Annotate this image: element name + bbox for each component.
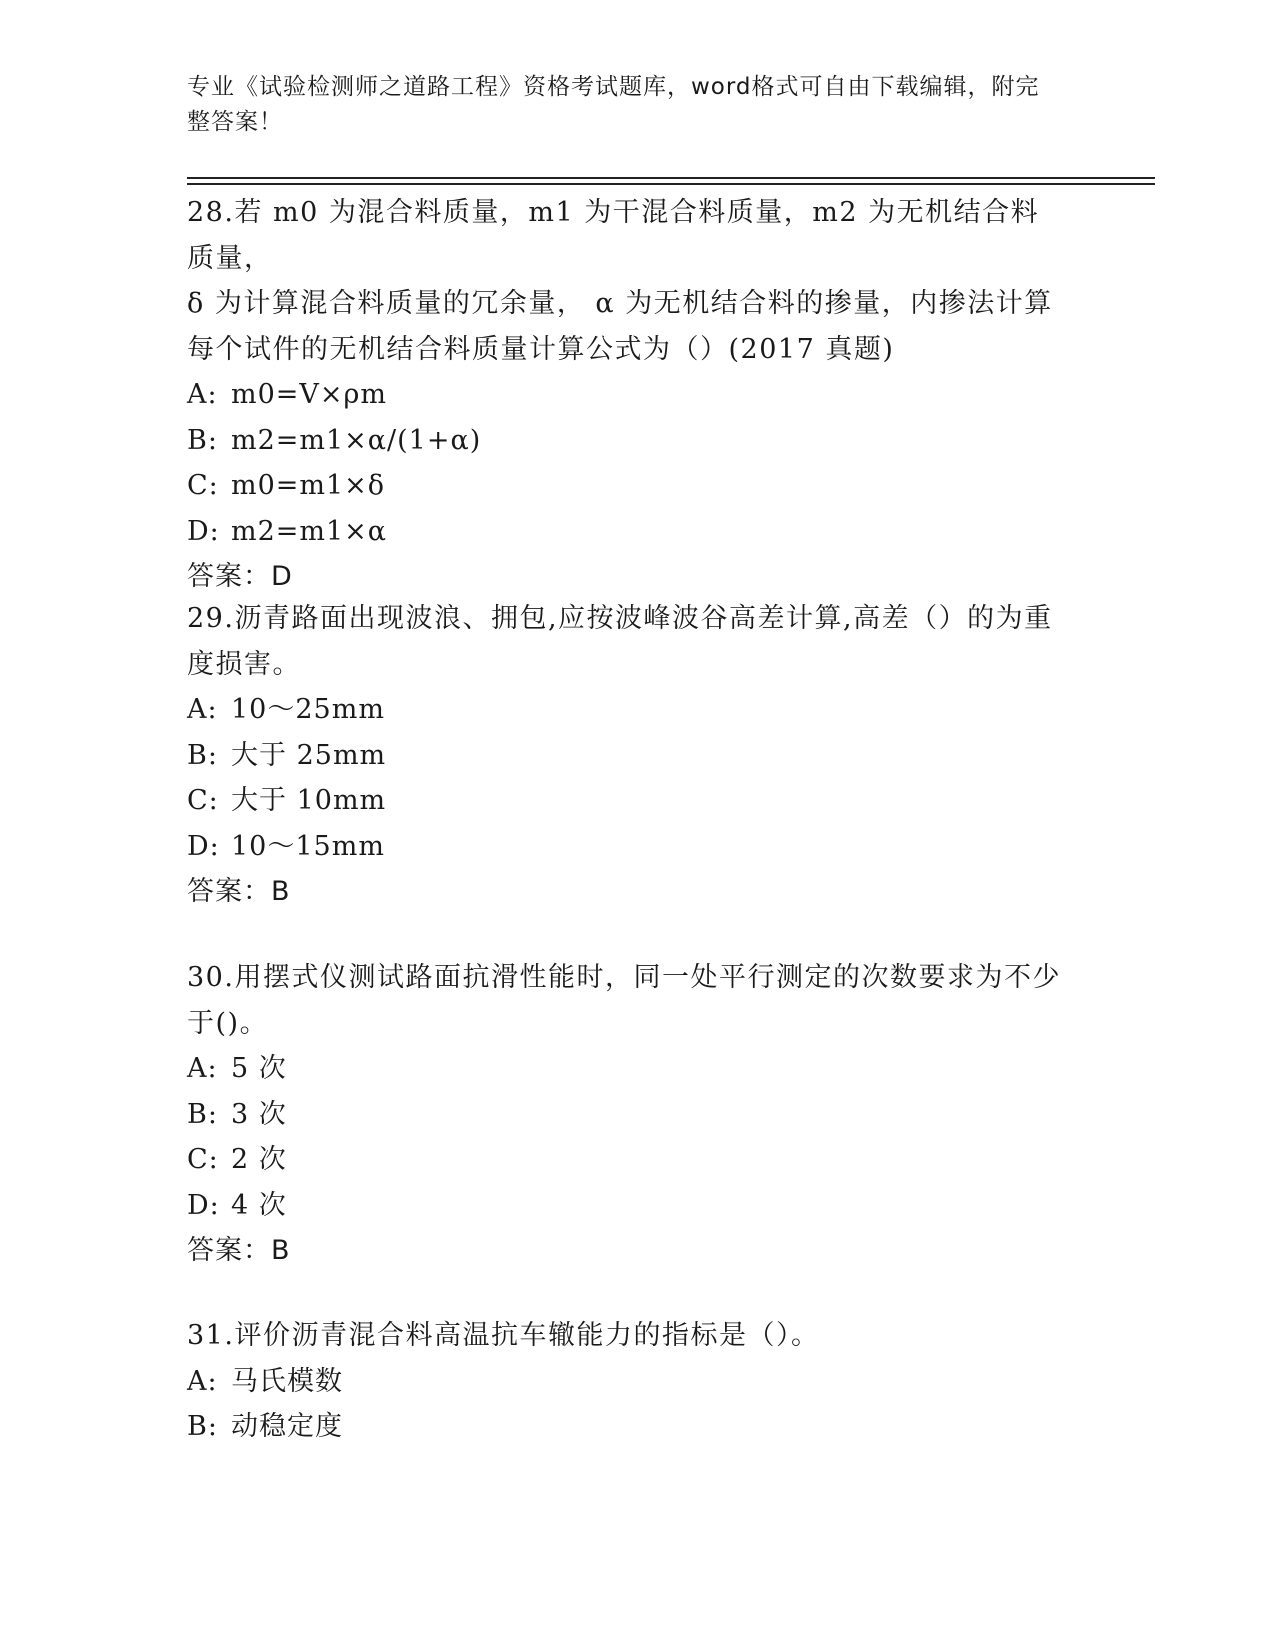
option-b: B: 动稳定度 <box>187 1411 343 1442</box>
question-stem-line: 30.用摆式仪测试路面抗滑性能时，同一处平行测定的次数要求为不少 <box>187 962 1061 993</box>
question-stem-line: δ 为计算混合料质量的冗余量， α 为无机结合料的掺量，内掺法计算 <box>187 288 1053 319</box>
option-b: B: 3 次 <box>187 1098 287 1130</box>
header-divider-top <box>187 177 1155 179</box>
question-29 <box>187 596 1067 915</box>
option-d: D: 10～15mm <box>187 830 385 862</box>
option-c: C: 2 次 <box>187 1144 287 1175</box>
header-line-1: 专业《试验检测师之道路工程》资格考试题库，word格式可自由下载编辑，附完 <box>187 74 1040 100</box>
question-stem-line: 度损害。 <box>187 648 301 680</box>
answer-line: 答案：B <box>187 1235 291 1266</box>
question-stem-line: 于()。 <box>187 1007 269 1039</box>
question-stem-line: 28.若 m0 为混合料质量，m1 为干混合料质量，m2 为无机结合料质量， <box>187 197 1040 274</box>
option-d: D: m2=m1×α <box>187 515 388 547</box>
question-stem-line: 29.沥青路面出现波浪、拥包,应按波峰波谷高差计算,高差（）的为重 <box>187 603 1053 634</box>
header-line-2: 整答案！ <box>187 109 283 135</box>
answer-line: 答案：D <box>187 561 293 592</box>
question-stem-line: 31.评价沥青混合料高温抗车辙能力的指标是（）。 <box>187 1320 820 1351</box>
option-d: D: 4 次 <box>187 1189 287 1221</box>
question-stem-line: 每个试件的无机结合料质量计算公式为（）(2017 真题) <box>187 333 895 365</box>
document-header <box>187 70 1067 140</box>
answer-line: 答案：B <box>187 876 291 907</box>
option-a: A: 5 次 <box>187 1053 287 1084</box>
option-c: C: m0=m1×δ <box>187 470 386 501</box>
question-31 <box>187 1313 1067 1450</box>
option-c: C: 大于 10mm <box>187 785 387 816</box>
option-b: B: m2=m1×α/(1+α) <box>187 424 482 456</box>
header-divider-bottom <box>187 183 1155 185</box>
option-a: A: m0=V×ρm <box>187 379 388 410</box>
option-a: A: 10～25mm <box>187 694 385 725</box>
option-a: A: 马氏模数 <box>187 1365 343 1397</box>
question-28 <box>187 190 1067 600</box>
question-30 <box>187 955 1067 1274</box>
option-b: B: 大于 25mm <box>187 739 387 771</box>
